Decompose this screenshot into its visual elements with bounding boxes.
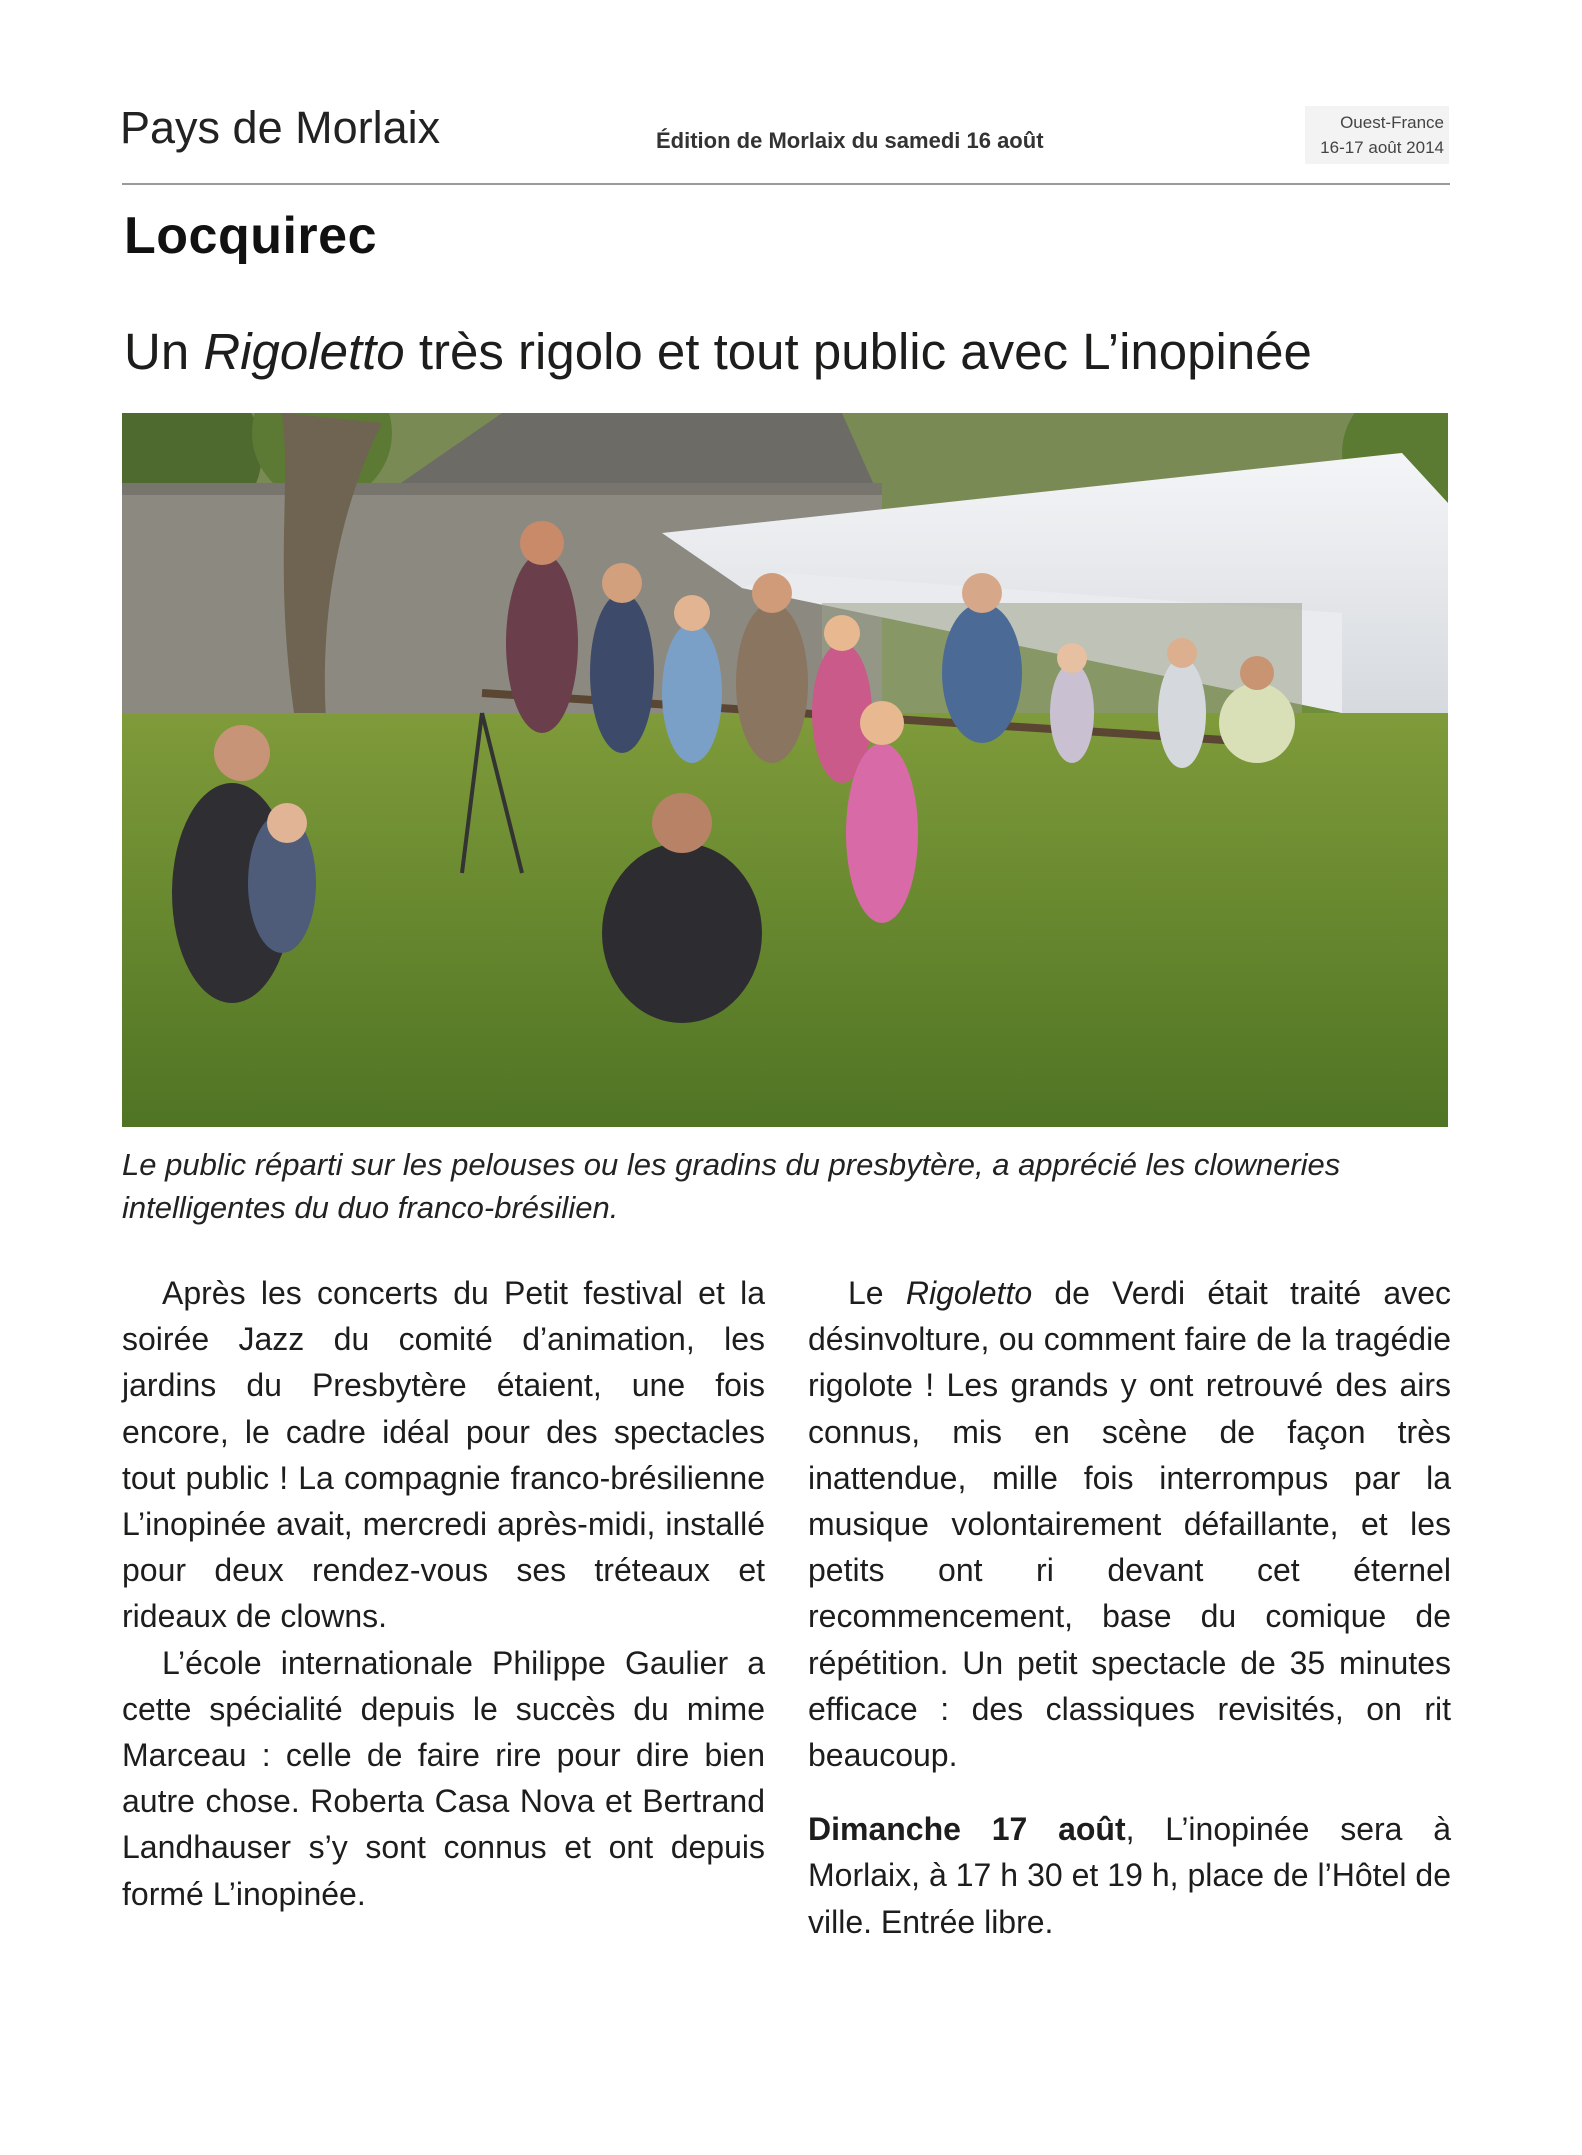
paragraph: Après les concerts du Petit festival et la soirée Jazz du comité d’animation, les jardins du Presbytère étaient, une fois encore, le cadre idéal pour des spectacles tout public ! La compagnie franco-brésilienne L’inopinée avait, mercredi après-midi, installé pour deux rendez-vous ses tréteaux et rideaux de clowns.	[122, 1275, 765, 1635]
town-heading: Locquirec	[124, 207, 377, 265]
paragraph	[808, 1270, 1451, 1778]
article-column-1	[122, 1270, 765, 1917]
paragraph-text: Le	[848, 1275, 906, 1311]
lawn	[122, 713, 1448, 1127]
section-title: Pays de Morlaix	[120, 102, 441, 153]
headline-prefix: Un	[124, 323, 204, 380]
newspaper-name: Ouest-France	[1340, 113, 1444, 132]
edition-label: Édition de Morlaix du samedi 16 août	[656, 128, 1044, 153]
paragraph: L’école internationale Philippe Gaulier a cette spécialité depuis le succès du mime Marceau : celle de faire rire pour dire bien autre chose. Roberta Casa Nova et Bertrand Landhauser s’y sont connus et ont depuis formé L’inopinée.	[122, 1644, 765, 1912]
newspaper-info	[1310, 110, 1444, 160]
event-info	[808, 1806, 1451, 1945]
event-date: Dimanche 17 août	[808, 1811, 1126, 1848]
headline-title-italic: Rigoletto	[203, 323, 405, 380]
article-photo	[122, 413, 1448, 1127]
newspaper-date: 16-17 août 2014	[1320, 138, 1444, 157]
paragraph-text: de Verdi était traité avec désinvolture, ou comment faire de la tragédie rigolote ! Les grands y ont retrouvé des airs connus, mis en scène de façon très inattendue, mille fois interrompus par la musique volontairement défaillante, et les petits ont ri devant cet éternel recommencement, base du comique de répétition. Un petit spectacle de 35 minutes efficace : des classiques revisités, on rit beaucoup.	[808, 1275, 1452, 1774]
event-details: , L’inopinée sera à Morlaix, à 17 h 30 et 19 h, place de l’Hôtel de ville. Entrée libre.	[808, 1811, 1452, 1940]
headline-suffix: très rigolo et tout public avec L’inopinée	[404, 323, 1312, 380]
opera-title-italic: Rigoletto	[905, 1275, 1033, 1311]
article-column-2	[808, 1270, 1451, 1945]
article-headline	[124, 322, 1312, 381]
photo-caption: Le public réparti sur les pelouses ou les gradins du presbytère, a apprécié les clowneries intelligentes du duo franco-brésilien.	[122, 1147, 1341, 1225]
header-divider	[122, 183, 1450, 185]
